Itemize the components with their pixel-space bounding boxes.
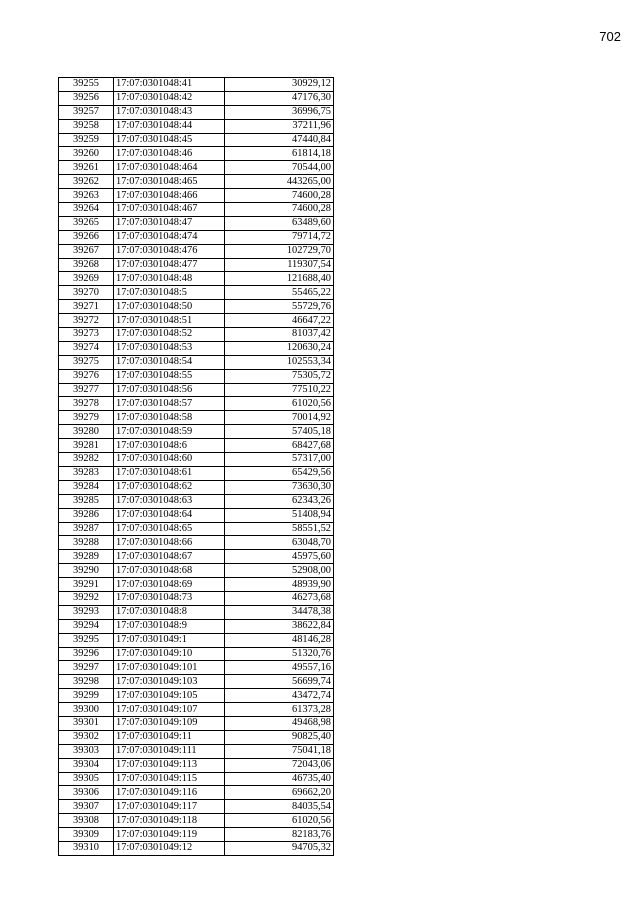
cadastral-number-cell: 17:07:0301048:61 xyxy=(114,466,225,480)
cadastral-value-cell: 56699,74 xyxy=(225,675,334,689)
cadastral-number-cell: 17:07:0301049:113 xyxy=(114,758,225,772)
table-row xyxy=(59,772,334,786)
cadastral-value-cell: 63489,60 xyxy=(225,216,334,230)
cadastral-value-cell: 94705,32 xyxy=(225,841,334,855)
row-number-cell: 39271 xyxy=(59,300,114,314)
table-row xyxy=(59,78,334,92)
table-row xyxy=(59,425,334,439)
page-number: 702 xyxy=(599,29,621,44)
row-number-cell: 39267 xyxy=(59,244,114,258)
row-number-cell: 39290 xyxy=(59,564,114,578)
row-number-cell: 39294 xyxy=(59,619,114,633)
cadastral-value-cell: 37211,96 xyxy=(225,119,334,133)
row-number-cell: 39274 xyxy=(59,341,114,355)
row-number-cell: 39276 xyxy=(59,369,114,383)
cadastral-value-cell: 62343,26 xyxy=(225,494,334,508)
cadastral-number-cell: 17:07:0301048:55 xyxy=(114,369,225,383)
cadastral-value-cell: 58551,52 xyxy=(225,522,334,536)
table-row xyxy=(59,647,334,661)
row-number-cell: 39273 xyxy=(59,328,114,342)
table-row xyxy=(59,466,334,480)
cadastral-value-cell: 36996,75 xyxy=(225,105,334,119)
table-row xyxy=(59,369,334,383)
row-number-cell: 39295 xyxy=(59,633,114,647)
cadastral-value-cell: 102553,34 xyxy=(225,355,334,369)
cadastral-value-cell: 120630,24 xyxy=(225,341,334,355)
row-number-cell: 39297 xyxy=(59,661,114,675)
table-row xyxy=(59,814,334,828)
cadastral-value-cell: 443265,00 xyxy=(225,175,334,189)
row-number-cell: 39310 xyxy=(59,841,114,855)
cadastral-number-cell: 17:07:0301049:12 xyxy=(114,841,225,855)
cadastral-value-cell: 81037,42 xyxy=(225,328,334,342)
row-number-cell: 39288 xyxy=(59,536,114,550)
row-number-cell: 39256 xyxy=(59,91,114,105)
cadastral-value-cell: 75041,18 xyxy=(225,744,334,758)
row-number-cell: 39260 xyxy=(59,147,114,161)
row-number-cell: 39281 xyxy=(59,439,114,453)
cadastral-number-cell: 17:07:0301049:101 xyxy=(114,661,225,675)
cadastral-number-cell: 17:07:0301048:67 xyxy=(114,550,225,564)
cadastral-number-cell: 17:07:0301048:53 xyxy=(114,341,225,355)
row-number-cell: 39303 xyxy=(59,744,114,758)
table-row xyxy=(59,536,334,550)
table-row xyxy=(59,175,334,189)
cadastral-value-cell: 84035,54 xyxy=(225,800,334,814)
row-number-cell: 39299 xyxy=(59,689,114,703)
cadastral-value-cell: 82183,76 xyxy=(225,828,334,842)
table-row xyxy=(59,689,334,703)
cadastral-number-cell: 17:07:0301048:42 xyxy=(114,91,225,105)
table-row xyxy=(59,619,334,633)
cadastral-number-cell: 17:07:0301049:118 xyxy=(114,814,225,828)
cadastral-value-cell: 68427,68 xyxy=(225,439,334,453)
cadastral-number-cell: 17:07:0301048:57 xyxy=(114,397,225,411)
row-number-cell: 39306 xyxy=(59,786,114,800)
row-number-cell: 39255 xyxy=(59,78,114,92)
cadastral-value-cell: 61814,18 xyxy=(225,147,334,161)
cadastral-value-cell: 61020,56 xyxy=(225,397,334,411)
cadastral-value-cell: 70544,00 xyxy=(225,161,334,175)
table-body xyxy=(59,78,334,856)
row-number-cell: 39296 xyxy=(59,647,114,661)
row-number-cell: 39279 xyxy=(59,411,114,425)
row-number-cell: 39289 xyxy=(59,550,114,564)
cadastral-value-cell: 34478,38 xyxy=(225,605,334,619)
table-row xyxy=(59,411,334,425)
row-number-cell: 39280 xyxy=(59,425,114,439)
cadastral-number-cell: 17:07:0301048:69 xyxy=(114,578,225,592)
table-row xyxy=(59,494,334,508)
table-row xyxy=(59,314,334,328)
table-row xyxy=(59,605,334,619)
cadastral-number-cell: 17:07:0301049:115 xyxy=(114,772,225,786)
cadastral-value-cell: 49557,16 xyxy=(225,661,334,675)
cadastral-value-cell: 57405,18 xyxy=(225,425,334,439)
cadastral-number-cell: 17:07:0301048:63 xyxy=(114,494,225,508)
row-number-cell: 39304 xyxy=(59,758,114,772)
cadastral-number-cell: 17:07:0301048:41 xyxy=(114,78,225,92)
cadastral-number-cell: 17:07:0301048:464 xyxy=(114,161,225,175)
table-row xyxy=(59,800,334,814)
cadastral-value-cell: 52908,00 xyxy=(225,564,334,578)
cadastral-value-cell: 102729,70 xyxy=(225,244,334,258)
cadastral-number-cell: 17:07:0301048:65 xyxy=(114,522,225,536)
cadastral-number-cell: 17:07:0301048:5 xyxy=(114,286,225,300)
cadastral-number-cell: 17:07:0301048:52 xyxy=(114,328,225,342)
table-row xyxy=(59,633,334,647)
cadastral-number-cell: 17:07:0301048:58 xyxy=(114,411,225,425)
cadastral-number-cell: 17:07:0301048:6 xyxy=(114,439,225,453)
cadastral-number-cell: 17:07:0301048:476 xyxy=(114,244,225,258)
cadastral-number-cell: 17:07:0301048:45 xyxy=(114,133,225,147)
table-row xyxy=(59,258,334,272)
cadastral-number-cell: 17:07:0301049:117 xyxy=(114,800,225,814)
row-number-cell: 39272 xyxy=(59,314,114,328)
row-number-cell: 39283 xyxy=(59,466,114,480)
cadastral-value-cell: 47176,30 xyxy=(225,91,334,105)
cadastral-value-cell: 69662,20 xyxy=(225,786,334,800)
cadastral-value-cell: 51408,94 xyxy=(225,508,334,522)
row-number-cell: 39268 xyxy=(59,258,114,272)
cadastral-value-cell: 30929,12 xyxy=(225,78,334,92)
table-row xyxy=(59,841,334,855)
row-number-cell: 39269 xyxy=(59,272,114,286)
row-number-cell: 39292 xyxy=(59,591,114,605)
row-number-cell: 39287 xyxy=(59,522,114,536)
cadastral-value-cell: 79714,72 xyxy=(225,230,334,244)
table-row xyxy=(59,300,334,314)
cadastral-number-cell: 17:07:0301048:43 xyxy=(114,105,225,119)
table-row xyxy=(59,564,334,578)
row-number-cell: 39270 xyxy=(59,286,114,300)
row-number-cell: 39261 xyxy=(59,161,114,175)
cadastral-value-cell: 77510,22 xyxy=(225,383,334,397)
cadastral-value-cell: 46273,68 xyxy=(225,591,334,605)
row-number-cell: 39262 xyxy=(59,175,114,189)
cadastral-number-cell: 17:07:0301048:59 xyxy=(114,425,225,439)
cadastral-number-cell: 17:07:0301049:109 xyxy=(114,716,225,730)
table-row xyxy=(59,758,334,772)
cadastral-number-cell: 17:07:0301049:103 xyxy=(114,675,225,689)
cadastral-value-cell: 47440,84 xyxy=(225,133,334,147)
table-row xyxy=(59,439,334,453)
row-number-cell: 39259 xyxy=(59,133,114,147)
cadastral-value-cell: 55729,76 xyxy=(225,300,334,314)
row-number-cell: 39309 xyxy=(59,828,114,842)
table-row xyxy=(59,230,334,244)
table-row xyxy=(59,91,334,105)
row-number-cell: 39302 xyxy=(59,730,114,744)
table-row xyxy=(59,189,334,203)
table-row xyxy=(59,203,334,217)
cadastral-number-cell: 17:07:0301048:466 xyxy=(114,189,225,203)
cadastral-number-cell: 17:07:0301049:116 xyxy=(114,786,225,800)
table-row xyxy=(59,397,334,411)
row-number-cell: 39282 xyxy=(59,453,114,467)
table-row xyxy=(59,716,334,730)
table-row xyxy=(59,341,334,355)
cadastral-value-cell: 55465,22 xyxy=(225,286,334,300)
cadastral-value-cell: 51320,76 xyxy=(225,647,334,661)
cadastral-value-cell: 48146,28 xyxy=(225,633,334,647)
table-row xyxy=(59,383,334,397)
row-number-cell: 39301 xyxy=(59,716,114,730)
table-row xyxy=(59,744,334,758)
table-row xyxy=(59,550,334,564)
cadastral-value-cell: 38622,84 xyxy=(225,619,334,633)
cadastral-value-cell: 119307,54 xyxy=(225,258,334,272)
row-number-cell: 39285 xyxy=(59,494,114,508)
cadastral-value-cell: 121688,40 xyxy=(225,272,334,286)
table-row xyxy=(59,453,334,467)
cadastral-value-cell: 70014,92 xyxy=(225,411,334,425)
cadastral-value-table xyxy=(58,77,334,856)
cadastral-number-cell: 17:07:0301049:105 xyxy=(114,689,225,703)
row-number-cell: 39266 xyxy=(59,230,114,244)
table-row xyxy=(59,786,334,800)
row-number-cell: 39291 xyxy=(59,578,114,592)
cadastral-value-cell: 49468,98 xyxy=(225,716,334,730)
cadastral-number-cell: 17:07:0301048:54 xyxy=(114,355,225,369)
cadastral-value-cell: 45975,60 xyxy=(225,550,334,564)
table-row xyxy=(59,119,334,133)
cadastral-number-cell: 17:07:0301048:73 xyxy=(114,591,225,605)
row-number-cell: 39284 xyxy=(59,480,114,494)
cadastral-value-cell: 61020,56 xyxy=(225,814,334,828)
table-row xyxy=(59,522,334,536)
table-row xyxy=(59,272,334,286)
table-row xyxy=(59,703,334,717)
row-number-cell: 39305 xyxy=(59,772,114,786)
cadastral-number-cell: 17:07:0301048:62 xyxy=(114,480,225,494)
cadastral-number-cell: 17:07:0301049:11 xyxy=(114,730,225,744)
cadastral-number-cell: 17:07:0301048:477 xyxy=(114,258,225,272)
cadastral-number-cell: 17:07:0301048:46 xyxy=(114,147,225,161)
table-row xyxy=(59,133,334,147)
table-row xyxy=(59,286,334,300)
row-number-cell: 39264 xyxy=(59,203,114,217)
cadastral-number-cell: 17:07:0301049:119 xyxy=(114,828,225,842)
cadastral-number-cell: 17:07:0301048:56 xyxy=(114,383,225,397)
row-number-cell: 39308 xyxy=(59,814,114,828)
table-row xyxy=(59,661,334,675)
cadastral-number-cell: 17:07:0301049:111 xyxy=(114,744,225,758)
row-number-cell: 39286 xyxy=(59,508,114,522)
cadastral-number-cell: 17:07:0301049:107 xyxy=(114,703,225,717)
cadastral-value-cell: 74600,28 xyxy=(225,203,334,217)
table-row xyxy=(59,105,334,119)
row-number-cell: 39265 xyxy=(59,216,114,230)
cadastral-value-cell: 63048,70 xyxy=(225,536,334,550)
cadastral-value-cell: 90825,40 xyxy=(225,730,334,744)
table-row xyxy=(59,216,334,230)
cadastral-number-cell: 17:07:0301048:47 xyxy=(114,216,225,230)
cadastral-value-cell: 74600,28 xyxy=(225,189,334,203)
cadastral-number-cell: 17:07:0301048:64 xyxy=(114,508,225,522)
cadastral-value-cell: 75305,72 xyxy=(225,369,334,383)
row-number-cell: 39278 xyxy=(59,397,114,411)
cadastral-number-cell: 17:07:0301048:9 xyxy=(114,619,225,633)
cadastral-number-cell: 17:07:0301048:66 xyxy=(114,536,225,550)
cadastral-number-cell: 17:07:0301048:8 xyxy=(114,605,225,619)
cadastral-value-cell: 57317,00 xyxy=(225,453,334,467)
table-row xyxy=(59,328,334,342)
cadastral-value-cell: 72043,06 xyxy=(225,758,334,772)
cadastral-value-cell: 61373,28 xyxy=(225,703,334,717)
cadastral-number-cell: 17:07:0301048:51 xyxy=(114,314,225,328)
row-number-cell: 39258 xyxy=(59,119,114,133)
row-number-cell: 39277 xyxy=(59,383,114,397)
row-number-cell: 39275 xyxy=(59,355,114,369)
table-row xyxy=(59,591,334,605)
table-row xyxy=(59,828,334,842)
table-row xyxy=(59,508,334,522)
row-number-cell: 39300 xyxy=(59,703,114,717)
cadastral-number-cell: 17:07:0301048:48 xyxy=(114,272,225,286)
row-number-cell: 39263 xyxy=(59,189,114,203)
cadastral-number-cell: 17:07:0301048:44 xyxy=(114,119,225,133)
table-row xyxy=(59,675,334,689)
row-number-cell: 39257 xyxy=(59,105,114,119)
row-number-cell: 39293 xyxy=(59,605,114,619)
cadastral-number-cell: 17:07:0301048:467 xyxy=(114,203,225,217)
cadastral-number-cell: 17:07:0301048:68 xyxy=(114,564,225,578)
table-row xyxy=(59,578,334,592)
table-row xyxy=(59,355,334,369)
row-number-cell: 39307 xyxy=(59,800,114,814)
table-row xyxy=(59,480,334,494)
cadastral-number-cell: 17:07:0301048:60 xyxy=(114,453,225,467)
table-row xyxy=(59,244,334,258)
cadastral-number-cell: 17:07:0301048:474 xyxy=(114,230,225,244)
cadastral-value-cell: 48939,90 xyxy=(225,578,334,592)
cadastral-number-cell: 17:07:0301048:50 xyxy=(114,300,225,314)
cadastral-value-cell: 46647,22 xyxy=(225,314,334,328)
cadastral-value-cell: 43472,74 xyxy=(225,689,334,703)
cadastral-number-cell: 17:07:0301049:10 xyxy=(114,647,225,661)
table-row xyxy=(59,147,334,161)
row-number-cell: 39298 xyxy=(59,675,114,689)
cadastral-number-cell: 17:07:0301048:465 xyxy=(114,175,225,189)
table-row xyxy=(59,730,334,744)
cadastral-value-cell: 65429,56 xyxy=(225,466,334,480)
cadastral-value-cell: 73630,30 xyxy=(225,480,334,494)
table-row xyxy=(59,161,334,175)
cadastral-value-cell: 46735,40 xyxy=(225,772,334,786)
cadastral-number-cell: 17:07:0301049:1 xyxy=(114,633,225,647)
